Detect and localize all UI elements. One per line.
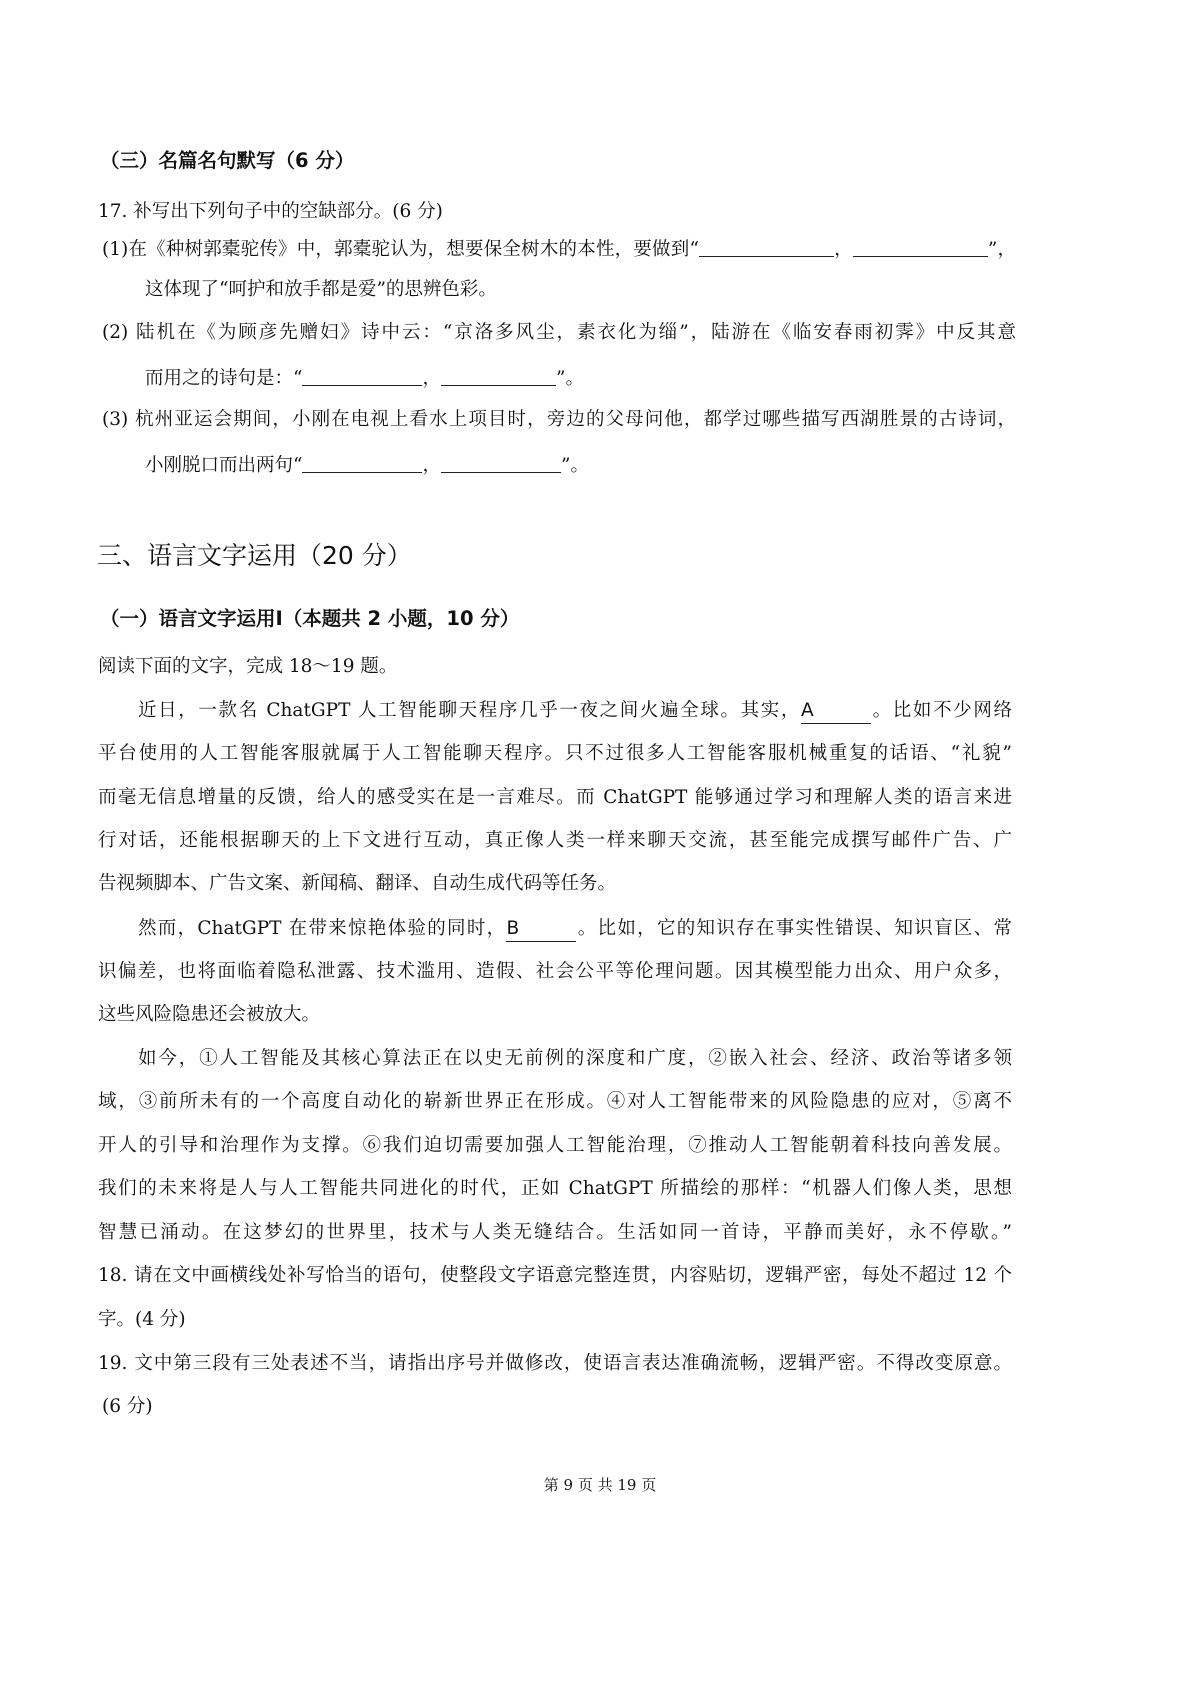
text-segment: 开人的引导和治理作为支撑。⑥我们迫切需要加强人工智能治理，⑦推动人工智能朝着科技向善发展。 [98,1135,1012,1156]
text-segment: ”。 [555,368,584,389]
text-line [98,1352,1012,1376]
text-line [98,655,397,679]
text-line [98,200,443,224]
text-line [138,699,1012,724]
text-line [138,917,1012,942]
text-line [98,1308,186,1332]
fill-in-blank[interactable] [441,452,561,473]
text-segment: 行对话，还能根据聊天的上下文进行互动，真正像人类一样来聊天交流，甚至能完成撰写邮件广告、广 [98,830,1012,851]
text-segment: (6 分) [102,1396,153,1417]
text-segment: 18. 请在文中画横线处补写恰当的语句，使整段文字语意完整连贯，内容贴切，逻辑严密，每处不超过 12 个 [98,1265,1012,1286]
text-segment: 。比如，它的知识存在事实性错误、知识盲区、常 [576,918,1012,939]
text-segment: ”。 [560,455,589,476]
text-segment: 域，③前所未有的一个高度自动化的崭新世界正在形成。④对人工智能带来的风险隐患的应对，⑤离不 [98,1091,1012,1112]
text-segment: 然而，ChatGPT 在带来惊艳体验的同时， [138,918,507,939]
text-segment: 如今，①人工智能及其核心算法正在以史无前例的深度和广度，②嵌入社会、经济、政治等诸多领 [138,1048,1012,1069]
part-title-language-use: 三、语言文字运用（20 分） [97,541,412,570]
text-segment: 平台使用的人工智能客服就属于人工智能聊天程序。只不过很多人工智能客服机械重复的话语、“礼貌” [98,743,1012,764]
text-segment: 。比如不少网络 [871,700,1012,721]
page-footer: 第 9 页 共 19 页 [543,1476,657,1494]
text-segment: ， [422,455,441,476]
text-segment: 我们的未来将是人与人工智能共同进化的时代，正如 ChatGPT 所描绘的那样：“机器人们像人类，思想 [98,1178,1012,1199]
text-line [98,1003,320,1027]
text-line [98,742,1012,766]
text-segment: 这些风险隐患还会被放大。 [98,1004,321,1025]
fill-in-blank[interactable] [302,365,422,386]
fill-in-blank[interactable] [302,452,422,473]
subsection-heading-language-use-1: （一）语言文字运用Ⅰ（本题共 2 小题，10 分） [100,607,520,630]
section-heading-recitation: （三）名篇名句默写（6 分） [100,149,355,172]
text-line [102,408,1016,432]
text-line [98,1264,1012,1288]
text-line [98,1177,1012,1201]
text-segment: ， [833,239,853,260]
text-segment: 近日，一款名 ChatGPT 人工智能聊天程序几乎一夜之间火遍全球。其实， [138,700,802,721]
blank-a: A [801,699,871,724]
text-segment: 而毫无信息增量的反馈，给人的感受实在是一言难尽。而 ChatGPT 能够通过学习和理解人类的语言来进 [98,787,1012,808]
text-segment: 字。(4 分) [98,1309,186,1330]
text-line [98,786,1012,810]
text-line [98,829,1012,853]
text-line [145,278,497,302]
fill-in-blank[interactable] [853,236,988,257]
text-line [138,1047,1012,1071]
text-line [102,1395,153,1419]
fill-in-blank[interactable] [441,365,556,386]
text-line [98,872,616,896]
text-segment: (1)在《种树郭橐驼传》中，郭橐驼认为，想要保全树木的本性，要做到“ [102,239,699,260]
fill-in-blank[interactable] [699,236,834,257]
text-segment: (2) 陆机在《为顾彦先赠妇》诗中云：“京洛多风尘，素衣化为缁”，陆游在《临安春雨初霁》中反其意 [102,322,1016,343]
text-segment: 告视频脚本、广告文案、新闻稿、翻译、自动生成代码等任务。 [98,873,617,894]
text-line [98,1134,1012,1158]
text-segment: 19. 文中第三段有三处表述不当，请指出序号并做修改，使语言表达准确流畅，逻辑严密。不得改变原意。 [98,1353,1012,1374]
text-segment: ， [422,368,441,389]
text-line [98,960,1012,984]
text-segment: 17. 补写出下列句子中的空缺部分。(6 分) [98,201,443,222]
text-segment: 阅读下面的文字，完成 18～19 题。 [98,656,398,677]
text-line [102,321,1016,345]
text-segment: 这体现了“呵护和放手都是爱”的思辨色彩。 [145,279,497,300]
text-line [145,452,589,478]
text-segment: 小刚脱口而出两句“ [145,455,303,476]
text-segment: (3) 杭州亚运会期间，小刚在电视上看水上项目时，旁边的父母问他，都学过哪些描写西湖胜景的古诗词， [102,409,1016,430]
text-line [98,1090,1012,1114]
blank-b: B [506,917,576,942]
text-segment: 智慧已涌动。在这梦幻的世界里，技术与人类无缝结合。生活如同一首诗，平静而美好，永不停歇。” [98,1222,1012,1243]
text-line [98,1221,1012,1245]
text-line [102,236,1016,262]
text-segment: 识偏差，也将面临着隐私泄露、技术滥用、造假、社会公平等伦理问题。因其模型能力出众、用户众多， [98,961,1012,982]
text-line [145,365,584,391]
text-segment: 而用之的诗句是：“ [145,368,303,389]
text-segment: ”， [987,239,1016,260]
